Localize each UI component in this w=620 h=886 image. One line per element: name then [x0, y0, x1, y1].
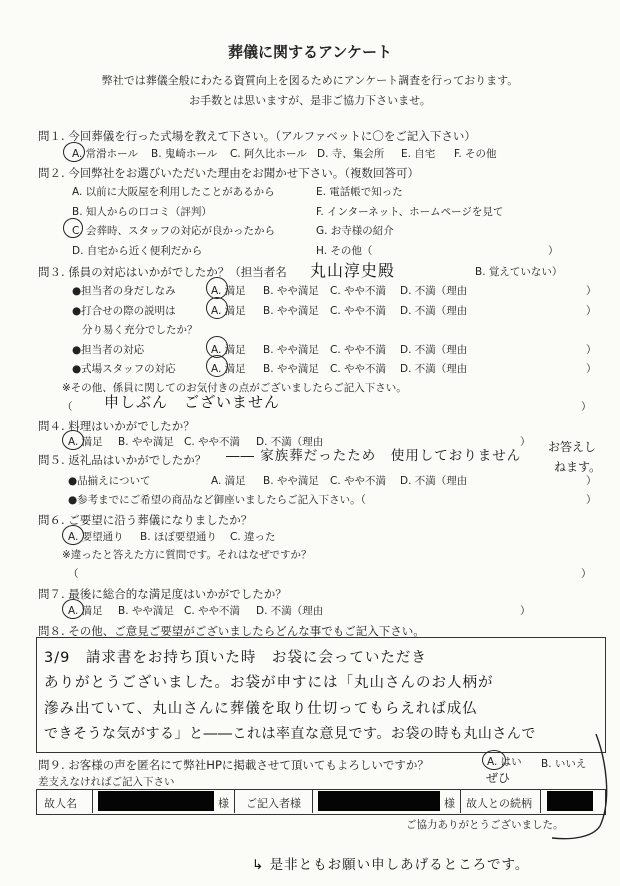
q4-option-a[interactable]: A. 満足	[68, 436, 103, 448]
q3-row-1-label: ●担当者の身だしなみ	[72, 285, 176, 297]
q3-row-3-a[interactable]: A. 満足	[211, 344, 246, 356]
q3-row-2-sublabel: 分り易く充分でしたか？	[82, 324, 198, 336]
q6-option-b[interactable]: B. ほぼ要望通り	[140, 531, 217, 543]
q3-row-1-c[interactable]: C. やや不満	[330, 285, 387, 297]
q2-option-b[interactable]: B. 知人からの口コミ（評判）	[72, 206, 212, 218]
q5-question: 問５. 返礼品はいかがでしたか？	[38, 453, 207, 467]
intro-line-1: 弊社では葬儀全般にわたる資質向上を図るためにアンケート調査を行っております。	[101, 74, 519, 87]
q3-row-2-b[interactable]: B. やや満足	[263, 305, 319, 317]
q6-option-c[interactable]: C. 違った	[230, 531, 276, 543]
q1-option-c[interactable]: C. 阿久比ホール	[230, 148, 307, 160]
q6-question: 問６. ご要望に沿う葬儀になりましたか？	[38, 513, 253, 527]
q9-handwritten-mark: ぜひ	[486, 771, 511, 785]
q2-option-e[interactable]: E. 電話帳で知った	[316, 186, 403, 198]
q3-row-1-close: ）	[586, 285, 597, 297]
q3-row-2-c[interactable]: C. やや不満	[330, 305, 387, 317]
q3-row-1-d[interactable]: D. 不満（理由	[400, 285, 468, 297]
q5-option-c[interactable]: C. やや不満	[330, 475, 387, 487]
q4-option-b[interactable]: B. やや満足	[118, 436, 174, 448]
footer-handwritten-bottom: ↳ 是非ともお願い申しあげるところです。	[252, 857, 530, 873]
q3-row-2-a[interactable]: A. 満足	[211, 305, 246, 317]
q1-question: 問１. 今回葬儀を行った式場を教えて下さい。（アルファベットに〇をご記入下さい）	[38, 129, 476, 143]
deceased-honorific: 様	[218, 797, 229, 810]
q2-question: 問２. 今回弊社をお選びいただいた理由をお聞かせ下さい。（複数回答可）	[38, 166, 420, 180]
q3-row-4-a[interactable]: A. 満足	[211, 363, 246, 375]
q5-prompt-close: ）	[586, 494, 597, 506]
q5-handwritten-side-1: お答えし	[548, 440, 597, 454]
q9-option-a[interactable]: A. はい	[487, 756, 522, 768]
writer-honorific: 様	[444, 797, 455, 810]
intro-line-2: お手数とは思いますが、是非ご協力下さいませ。	[189, 94, 431, 107]
q5-handwritten-side-2: ねます。	[554, 460, 602, 474]
q7-question: 問７. 最後に総合的な満足度はいかがでしたか？	[38, 587, 287, 601]
q8-handwritten-line-4: できそうな気がする」と――これは率直な意見です。お袋の時も丸山さんで	[44, 726, 536, 742]
q5-prompt: ●参考までにご希望の商品など御座いましたらご記入下さい。（	[68, 494, 366, 506]
q7-close-paren: ）	[520, 605, 531, 617]
q5-row-label: ●品揃えについて	[68, 475, 151, 487]
q2-option-a[interactable]: A. 以前に大阪屋を利用したことがあるから	[72, 186, 275, 198]
q1-option-d[interactable]: D. 寺、集会所	[317, 148, 385, 160]
q3-row-3-d[interactable]: D. 不満（理由	[400, 344, 468, 356]
footer-note: 差支えなければご記入下さい	[38, 776, 175, 788]
q2-option-h[interactable]: H. その他（	[316, 245, 373, 257]
page-title: 葬儀に関するアンケート	[227, 43, 393, 61]
q3-row-4-c[interactable]: C. やや不満	[330, 363, 387, 375]
q1-option-b[interactable]: B. 鬼崎ホール	[151, 148, 218, 160]
q3-row-1-a[interactable]: A. 満足	[211, 285, 246, 297]
q3-handwritten-comment: 申しぶん ございません	[104, 393, 281, 411]
relation-label: 故人との続柄	[466, 797, 532, 810]
q2-option-g[interactable]: G. お寺様の紹介	[316, 225, 394, 237]
q6-option-a[interactable]: A. 要望通り	[68, 531, 124, 543]
q3-row-3-c[interactable]: C. やや不満	[330, 344, 387, 356]
q6-close-paren: ）	[581, 568, 592, 580]
q7-option-b[interactable]: B. やや満足	[118, 605, 174, 617]
q2-close-paren: ）	[548, 245, 559, 257]
q3-row-2-d[interactable]: D. 不満（理由	[400, 305, 468, 317]
deceased-name-label: 故人名	[44, 797, 77, 810]
q3-row-2-close: ）	[586, 305, 597, 317]
q4-option-d[interactable]: D. 不満（理由	[256, 436, 324, 448]
q3-row-4-b[interactable]: B. やや満足	[263, 363, 319, 375]
q7-option-d[interactable]: D. 不満（理由	[256, 605, 324, 617]
writer-label: ご記入者様	[246, 797, 301, 810]
q3-row-3-b[interactable]: B. やや満足	[263, 344, 319, 356]
q8-question: 問８. その他、ご意見ご要望がございましたらどんな事でもご記入下さい。	[38, 624, 425, 638]
footer-thanks: ご協力ありがとうございました。	[406, 819, 564, 831]
q3-row-4-d[interactable]: D. 不満（理由	[400, 363, 468, 375]
q3-row-1-b[interactable]: B. やや満足	[263, 285, 319, 297]
q2-option-c[interactable]: C. 会葬時、スタッフの対応が良かったから	[72, 225, 276, 237]
q3-option-b[interactable]: B. 覚えていない）	[475, 266, 563, 278]
q5-close-paren: ）	[586, 475, 597, 487]
q3-question: 問３. 係員の対応はいかがでしたか？（担当者名	[38, 265, 287, 279]
q9-option-b[interactable]: B. いいえ	[541, 758, 587, 770]
q1-option-f[interactable]: F. その他	[454, 148, 497, 160]
q3-row-3-close: ）	[586, 344, 597, 356]
q8-handwritten-line-3: 滲み出ていて、丸山さんに葬儀を取り仕切ってもらえれば成仏	[44, 701, 478, 717]
q2-option-d[interactable]: D. 自宅から近く便利だから	[72, 245, 203, 257]
q4-option-c[interactable]: C. やや不満	[184, 436, 241, 448]
q3-row-2-label: ●打合せの際の説明は	[72, 305, 176, 317]
q3-comment-open: （	[62, 401, 73, 413]
q3-row-4-label: ●式場スタッフの対応	[72, 363, 176, 375]
q5-option-b[interactable]: B. やや満足	[263, 475, 319, 487]
q9-question: 問９. お客様の声を匿名にて弊社HPに掲載させて頂いてもよろしいですか？	[38, 758, 429, 772]
q8-handwritten-line-1: 3/9 請求書をお持ち頂いた時 お袋に会っていただき	[44, 650, 427, 666]
q7-option-c[interactable]: C. やや不満	[184, 605, 241, 617]
q3-comment-prompt: ※その他、係員に関してのお気付きの点がございましたらご記入下さい。	[62, 382, 407, 394]
q3-handwritten-name: 丸山淳史殿	[310, 261, 396, 280]
q1-option-e[interactable]: E. 自宅	[401, 148, 436, 160]
q1-option-a[interactable]: A. 常滑ホール	[72, 148, 138, 160]
q3-comment-close: ）	[581, 401, 592, 413]
q3-row-4-close: ）	[586, 363, 597, 375]
q6-followup: ※違ったと答えた方に質問です。それはなぜですか？	[62, 549, 312, 561]
q2-option-f[interactable]: F. インターネット、ホームページを見て	[316, 206, 504, 218]
q5-option-d[interactable]: D. 不満（理由	[400, 475, 468, 487]
q5-handwritten-note: ―― 家族葬だったため 使用しておりません	[226, 448, 522, 464]
q8-handwritten-line-2: ありがとうございました。お袋が申すには「丸山さんのお人柄が	[44, 675, 494, 691]
q5-option-a[interactable]: A. 満足	[211, 475, 246, 487]
q4-question: 問４. 料理はいかがでしたか？	[38, 419, 195, 433]
q6-open-paren: （	[68, 568, 79, 580]
q3-row-3-label: ●担当者の対応	[72, 344, 145, 356]
q7-option-a[interactable]: A. 満足	[68, 605, 103, 617]
q4-close-paren: ）	[520, 436, 531, 448]
